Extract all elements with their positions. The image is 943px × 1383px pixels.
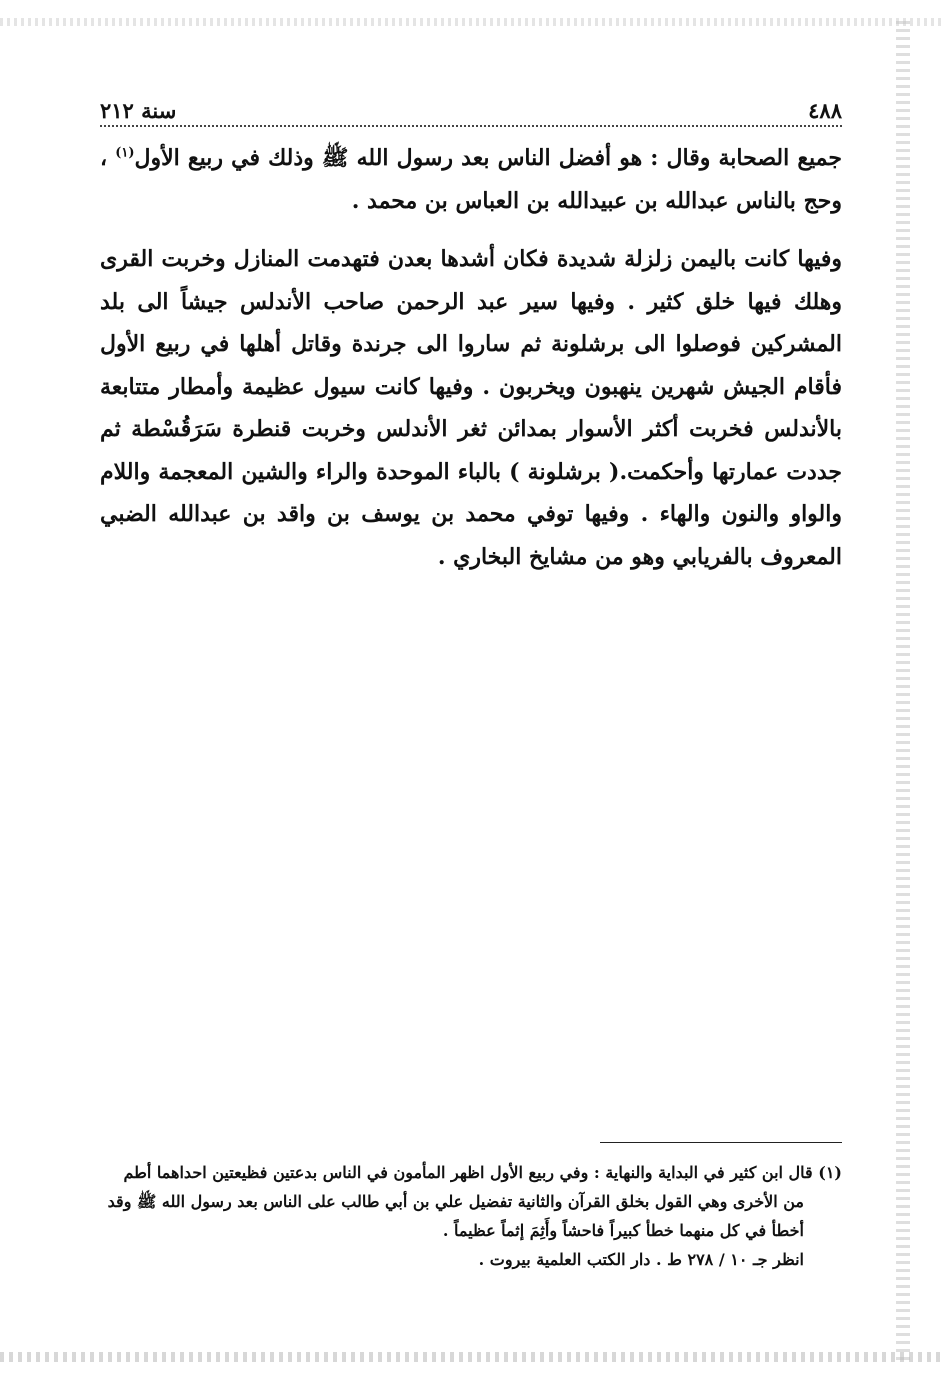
page-number: ٤٨٨ xyxy=(808,98,842,123)
footnote-reference[interactable]: (١) xyxy=(115,145,135,161)
scan-edge-top xyxy=(0,18,943,26)
paragraph-2: وفيها كانت باليمن زلزلة شديدة فكان أشدها بعدن فتهدمت المنازل وخربت القرى وهلك فيها خلق كثير . وفيها سير عبد الرحمن صاحب الأندلس جيشاً الى بلد المشركين فوصلوا الى برشلونة ثم ساروا الى جرندة وقاتل أهلها في ربيع الأول فأقام الجيش شهرين ينهبون ويخربون . وفيها كانت سيول عظيمة وأمطار متتابعة بالأندلس فخربت أكثر الأسوار بمدائن ثغر الأندلس وخربت قنطرة سَرَقُسْطة ثم جددت عمارتها وأحكمت.( برشلونة ) بالباء الموحدة والراء والشين المعجمة واللام والواو والنون والهاء . وفيها توفي محمد بن يوسف بن واقد بن عبدالله الضبي المعروف بالفريابي وهو من مشايخ البخاري . xyxy=(100,246,842,570)
page-content xyxy=(100,85,842,578)
footnote-line-3: أخطأ في كل منهما خطأ كبيراً فاحشاً وأَثِمَ إثماً عظيماً . xyxy=(442,1221,804,1240)
footnotes xyxy=(100,1158,842,1274)
paragraph-1-text-after: ، وحج بالناس عبدالله بن عبيدالله بن العباس بن محمد . xyxy=(100,145,842,214)
footnote-divider xyxy=(600,1142,842,1143)
running-header xyxy=(100,85,842,127)
footnote-line-4: انظر جـ ١٠ / ٢٧٨ ط . دار الكتب العلمية بيروت . xyxy=(478,1250,804,1269)
scan-edge-bottom xyxy=(0,1352,943,1362)
paragraph-1-text: جميع الصحابة وقال : هو أفضل الناس بعد رسول الله ﷺ وذلك في ربيع الأول xyxy=(134,145,842,171)
footnote-line-2: من الأخرى وهي القول بخلق القرآن والثانية تفضيل علي بن أبي طالب على الناس بعد رسول الله ﷺ وقد xyxy=(107,1192,804,1211)
footnote-line-1: (١) قال ابن كثير في البداية والنهاية : وفي ربيع الأول اظهر المأمون في الناس بدعتين فظيعتين احداهما أطم xyxy=(123,1163,842,1182)
paragraph-1 xyxy=(100,137,842,222)
year-label: سنة ٢١٢ xyxy=(100,98,177,123)
scan-edge-right xyxy=(896,20,910,1360)
body-text xyxy=(100,137,842,578)
